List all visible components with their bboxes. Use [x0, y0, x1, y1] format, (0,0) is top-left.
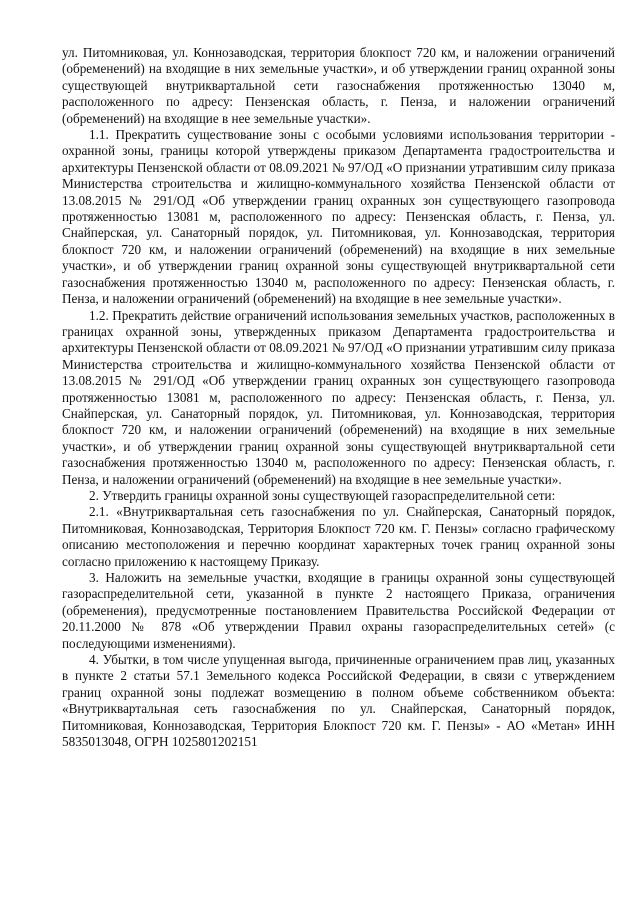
paragraph-item-1-1: 1.1. Прекратить существование зоны с особыми условиями использования территории - охранной зоны, границы которой утверждены приказом Департамента градостроительства и архитектуры Пензенской области от 08.09.2021 № 97/ОД «О признании утратившим силу приказа Министерства строительства и жилищно-коммунального хозяйства Пензенской области от 13.08.2015 № 291/ОД «Об утверждении границ охранных зон существующего газопровода протяженностью 13081 м, расположенного по адресу: Пензенская область, г. Пенза, ул. Снайперская, ул. Санаторный порядок, ул. Питомниковая, ул. Коннозаводская, территория блокпост 720 км, и наложении ограничений (обременений) на входящие в них земельные участки», и об утверждении границ охранной зоны существующей внутриквартальной сети газоснабжения протяженностью 13040 м, расположенного по адресу: Пензенская область, г. Пенза, и наложении ограничений (обременений) на входящие в нее земельные участки».: [62, 127, 615, 307]
document-page: [62, 45, 615, 750]
paragraph-item-2: 2. Утвердить границы охранной зоны существующей газораспределительной сети:: [89, 487, 556, 503]
paragraph-item-2-1: 2.1. «Внутриквартальная сеть газоснабжения по ул. Снайперская, Санаторный порядок, Питомниковая, Коннозаводская, Территория Блокпост 720 км. Г. Пензы» согласно графическому описанию местоположения и перечню координат характерных точек границ охранной зоны согласно приложению к настоящему Приказу.: [62, 504, 615, 569]
paragraph-continuation: ул. Питомниковая, ул. Коннозаводская, территория блокпост 720 км, и наложении ограничений (обременений) на входящие в них земельные участки», и об утверждении границ охранной зоны существующей внутриквартальной сети газоснабжения протяженностью 13040 м, расположенного по адресу: Пензенская область, г. Пенза, и наложении ограничений (обременений) на входящие в нее земельные участки».: [62, 45, 615, 126]
paragraph-item-1-2: 1.2. Прекратить действие ограничений использования земельных участков, расположенных в границах охранной зоны, утвержденных приказом Департамента градостроительства и архитектуры Пензенской области от 08.09.2021 № 97/ОД «О признании утратившим силу приказа Министерства строительства и жилищно-коммунального хозяйства Пензенской области от 13.08.2015 № 291/ОД «Об утверждении границ охранных зон существующего газопровода протяженностью 13081 м, расположенного по адресу: Пензенская область, г. Пенза, ул. Снайперская, ул. Санаторный порядок, ул. Питомниковая, ул. Коннозаводская, территория блокпост 720 км, и наложении ограничений (обременений) на входящие в них земельные участки», и об утверждении границ охранной зоны существующей внутриквартальной сети газоснабжения протяженностью 13040 м, расположенного по адресу: Пензенская область, г. Пенза, и наложении ограничений (обременений) на входящие в нее земельные участки».: [62, 307, 615, 487]
paragraph-item-3: 3. Наложить на земельные участки, входящие в границы охранной зоны существующей газораспределительной сети, указанной в пункте 2 настоящего Приказа, ограничения (обременения), предусмотренные постановлением Правительства Российской Федерации от 20.11.2000 № 878 «Об утверждении Правил охраны газораспределительных сетей» (с последующими изменениями).: [62, 570, 615, 651]
paragraph-item-4: 4. Убытки, в том числе упущенная выгода, причиненные ограничением прав лиц, указанных в пункте 2 статьи 57.1 Земельного кодекса Российской Федерации, в связи с утверждением границ охранной зоны подлежат возмещению в полном объеме собственником объекта: «Внутриквартальная сеть газоснабжения по ул. Снайперская, Санаторный порядок, Питомниковая, Коннозаводская, Территория Блокпост 720 км. Г. Пензы» - АО «Метан» ИНН 5835013048, ОГРН 1025801202151: [62, 652, 615, 750]
